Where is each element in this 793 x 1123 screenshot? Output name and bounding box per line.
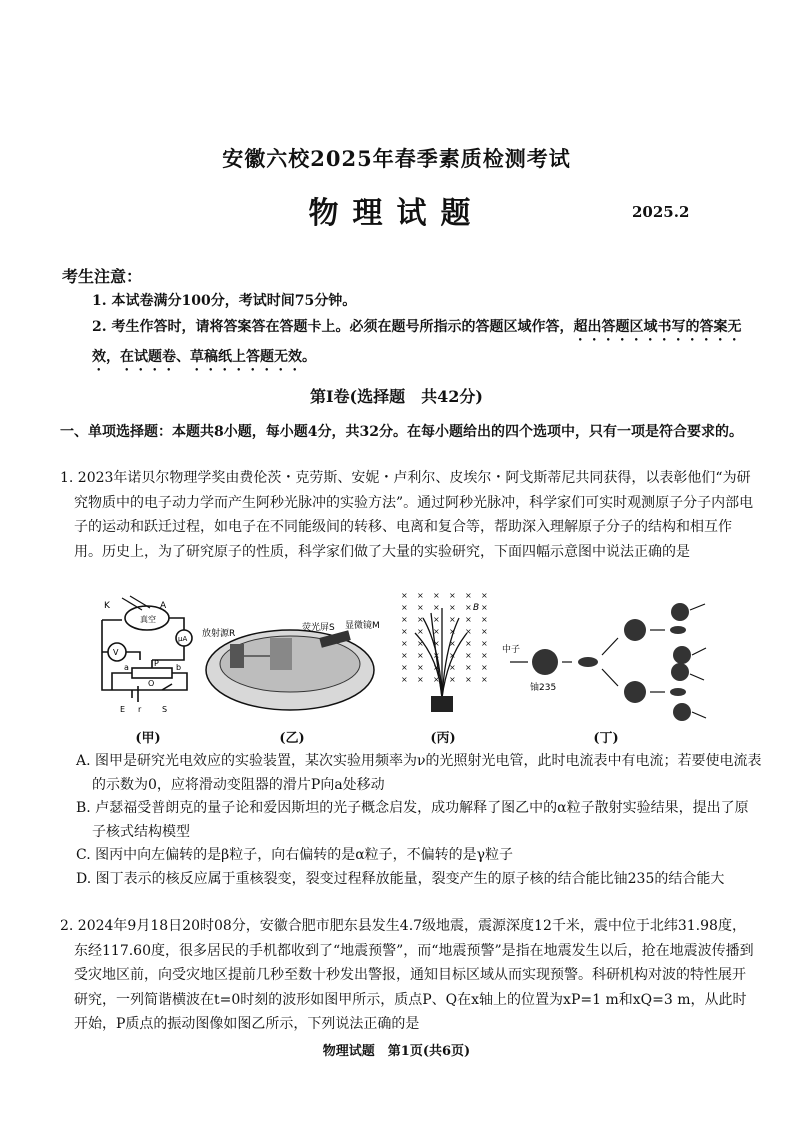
field-cross: × bbox=[481, 591, 488, 600]
notice-item-1: 1. 本试卷满分100分，考试时间75分钟。 bbox=[92, 293, 357, 309]
field-cross: × bbox=[433, 603, 440, 612]
jia-label-o: O bbox=[148, 679, 155, 688]
field-cross: × bbox=[417, 615, 424, 624]
field-cross: × bbox=[417, 663, 424, 672]
ding-label-u235: 铀235 bbox=[530, 683, 557, 693]
caption-ding: (丁) bbox=[593, 731, 619, 746]
field-cross: × bbox=[433, 651, 440, 660]
field-cross: × bbox=[433, 591, 440, 600]
field-cross: × bbox=[401, 591, 408, 600]
jia-label-s: S bbox=[162, 705, 168, 714]
field-cross: × bbox=[417, 591, 424, 600]
field-cross: × bbox=[465, 675, 472, 684]
field-cross: × bbox=[465, 651, 472, 660]
field-cross: × bbox=[433, 615, 440, 624]
field-cross: × bbox=[465, 615, 472, 624]
yi-label-source: 放射源R bbox=[202, 629, 236, 639]
question-1-option-c: C. 图丙中向左偏转的是β粒子，向右偏转的是α粒子，不偏转的是γ粒子 bbox=[76, 847, 514, 863]
caption-jia: (甲) bbox=[135, 731, 161, 746]
section-title: 第Ⅰ卷(选择题 共42分) bbox=[310, 387, 483, 406]
exam-date: 2025.2 bbox=[632, 203, 690, 221]
field-cross: × bbox=[481, 663, 488, 672]
field-cross: × bbox=[417, 627, 424, 636]
field-cross: × bbox=[481, 639, 488, 648]
field-cross: × bbox=[401, 627, 408, 636]
field-cross: × bbox=[449, 639, 456, 648]
field-cross: × bbox=[465, 663, 472, 672]
caption-yi: (乙) bbox=[279, 731, 305, 746]
part-heading: 一、单项选择题：本题共8小题，每小题4分，共32分。在每小题给出的四个选项中，只有一项是符合要求的。 bbox=[60, 424, 743, 440]
jia-label-r: r bbox=[138, 705, 142, 714]
notice-heading: 考生注意： bbox=[62, 267, 143, 286]
jia-label-a: A bbox=[160, 601, 167, 611]
jia-label-ua: μA bbox=[178, 635, 188, 643]
jia-label-p: P bbox=[154, 659, 159, 668]
field-cross: × bbox=[481, 651, 488, 660]
figure-ding bbox=[500, 600, 710, 725]
field-cross: × bbox=[401, 603, 408, 612]
field-cross: × bbox=[465, 603, 472, 612]
field-cross: × bbox=[417, 603, 424, 612]
question-2-stem: 2. 2024年9月18日20时08分，安徽合肥市肥东县发生4.7级地震，震源深度12千米，震中位于北纬31.98度，东经117.60度，很多居民的手机都收到了“地震预警”，而“地震预警”是指在地震发生以后，抢在地震波传播到受灾地区前，向受灾地区提前几秒至数十秒发出警报，通知目标区域从而实现预警。科研机构对波的特性展开研究，一列简谐横波在t=0时刻的波形如图甲所示，质点P、Q在x轴上的位置为xP=1 m和xQ=3 m，从此时开始，P质点的振动图像如图乙所示，下列说法正确的是 bbox=[60, 918, 754, 1032]
exam-title: 安徽六校2025年春季素质检测考试 bbox=[222, 146, 571, 171]
field-cross: × bbox=[449, 627, 456, 636]
notice-item-2 bbox=[92, 314, 752, 374]
jia-label-k: K bbox=[104, 601, 110, 611]
figure-yi bbox=[200, 612, 380, 722]
field-cross: × bbox=[481, 627, 488, 636]
jia-label-a2: a bbox=[124, 663, 129, 672]
field-cross: × bbox=[465, 591, 472, 600]
field-cross: × bbox=[465, 627, 472, 636]
yi-label-scope: 显微镜M bbox=[345, 621, 380, 631]
jia-label-v: V bbox=[113, 648, 119, 657]
field-cross: × bbox=[417, 651, 424, 660]
field-cross: × bbox=[433, 627, 440, 636]
yi-label-screen: 荧光屏S bbox=[302, 623, 335, 633]
field-cross: × bbox=[433, 663, 440, 672]
field-cross: × bbox=[449, 663, 456, 672]
notice-item-2-text: 2. 考生作答时，请将答案答在答题卡上。必须在题号所指示的答题区域作答， bbox=[92, 319, 574, 335]
question-1-option-b: B. 卢瑟福受普朗克的量子论和爱因斯坦的光子概念启发，成功解释了图乙中的α粒子散射实验结果，提出了原子核式结构模型 bbox=[76, 800, 749, 840]
field-cross: × bbox=[465, 639, 472, 648]
bing-label-b: B bbox=[473, 603, 480, 613]
field-cross: × bbox=[449, 675, 456, 684]
field-cross: × bbox=[417, 639, 424, 648]
field-cross: × bbox=[401, 651, 408, 660]
jia-label-b: b bbox=[176, 663, 182, 672]
field-cross: × bbox=[449, 591, 456, 600]
field-cross: × bbox=[401, 675, 408, 684]
field-cross: × bbox=[481, 615, 488, 624]
ding-label-neutron: 中子 bbox=[502, 645, 521, 655]
field-cross: × bbox=[401, 639, 408, 648]
figure-jia bbox=[92, 590, 202, 720]
field-cross: × bbox=[449, 615, 456, 624]
page-footer: 物理试题 第1页(共6页) bbox=[322, 1044, 471, 1059]
field-cross: × bbox=[481, 675, 488, 684]
jia-label-vac: 真空 bbox=[140, 615, 156, 624]
jia-label-e: E bbox=[120, 705, 126, 714]
field-cross: × bbox=[433, 675, 440, 684]
field-cross: × bbox=[401, 663, 408, 672]
notice-item-2-emphasis: 超出答题区域书写的答案无效，在试题卷、草稿纸上答题无效。 bbox=[92, 319, 742, 365]
figure-bing bbox=[395, 588, 490, 718]
question-1-stem: 1. 2023年诺贝尔物理学奖由费伦茨・克劳斯、安妮・卢利尔、皮埃尔・阿戈斯蒂尼共同获得，以表彰他们“为研究物质中的电子动力学而产生阿秒光脉冲的实验方法”。通过阿秒光脉冲，科学家们可实时观测原子分子内部电子的运动和跃迁过程，如电子在不同能级间的转移、电离和复合等，帮助深入理解原子分子的结构和相互作用。历史上，为了研究原子的性质，科学家们做了大量的实验研究，下面四幅示意图中说法正确的是 bbox=[60, 470, 754, 560]
field-cross: × bbox=[401, 615, 408, 624]
field-cross: × bbox=[481, 603, 488, 612]
caption-bing: (丙) bbox=[430, 731, 456, 746]
question-1-option-a: A. 图甲是研究光电效应的实验装置，某次实验用频率为ν的光照射光电管，此时电流表中有电流；若要使电流表的示数为0，应将滑动变阻器的滑片P向a处移动 bbox=[76, 753, 762, 793]
field-cross: × bbox=[449, 603, 456, 612]
subject-title: 物理试题 bbox=[308, 196, 485, 231]
field-cross: × bbox=[417, 675, 424, 684]
field-cross: × bbox=[449, 651, 456, 660]
question-1-option-d: D. 图丁表示的核反应属于重核裂变，裂变过程释放能量，裂变产生的原子核的结合能比铀235的结合能大 bbox=[76, 871, 725, 887]
field-cross: × bbox=[433, 639, 440, 648]
